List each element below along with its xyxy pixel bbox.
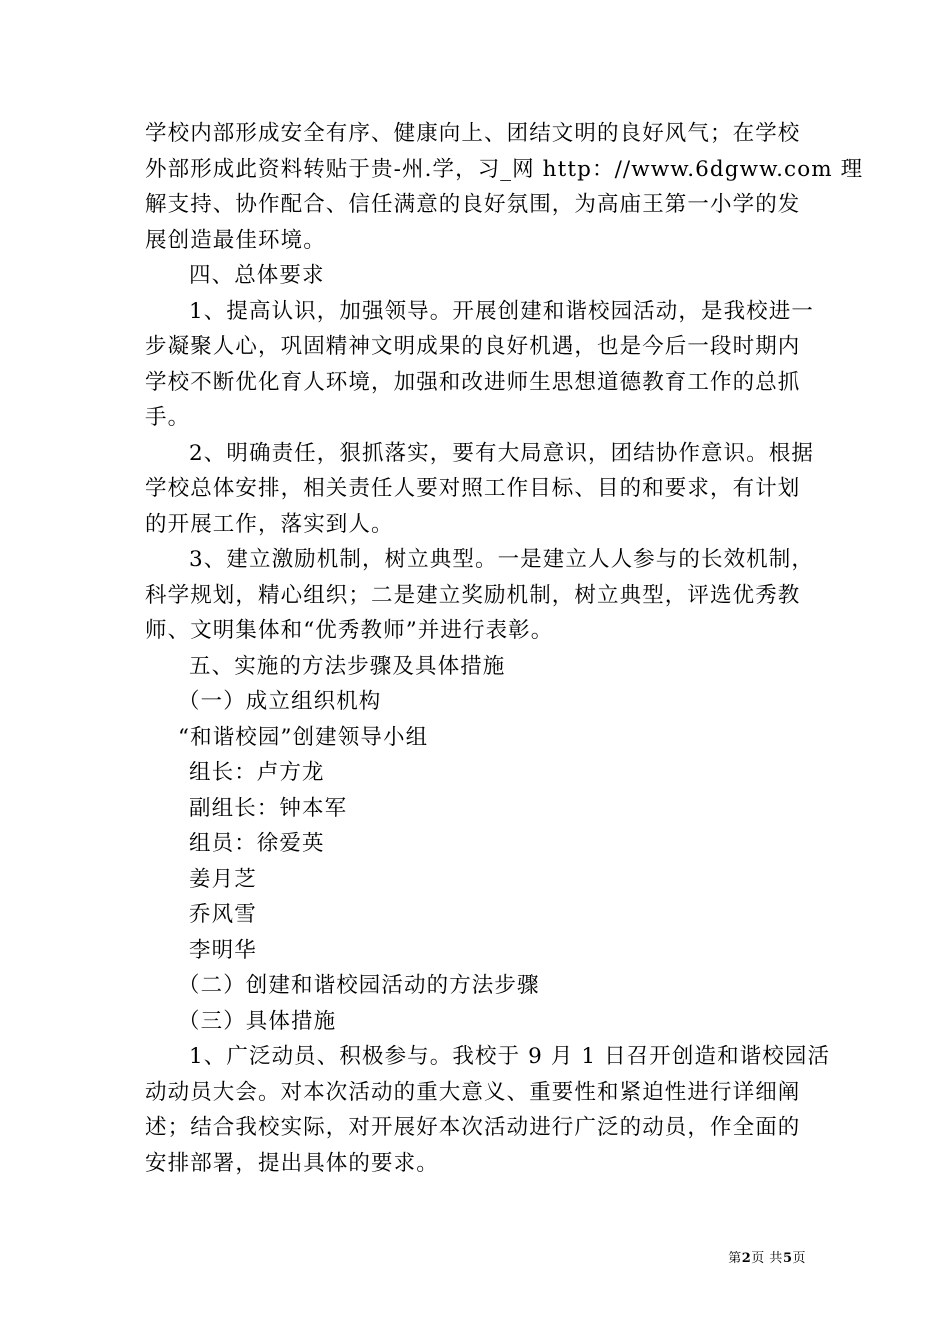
- text-line: [145, 649, 810, 685]
- text-line-content: 外部形成此资料转贴于贵-州.学，习_网 http：//www.6dgww.com 理: [145, 156, 864, 182]
- text-line: [145, 791, 810, 827]
- text-line: [145, 365, 810, 401]
- text-line-content: 李明华: [189, 937, 257, 963]
- text-line-content: （一）成立组织机构: [178, 689, 382, 714]
- text-line-content: 展创造最佳环境。: [145, 227, 326, 253]
- text-line-content: 1、广泛动员、积极参与。我校于 9 月 1 日召开创造和谐校园活: [189, 1044, 831, 1069]
- page-footer: [0, 1247, 806, 1266]
- text-line: [145, 223, 810, 259]
- text-line-content: （二）创建和谐校园活动的方法步骤: [178, 973, 540, 998]
- text-line-content: 3、建立激励机制，树立典型。一是建立人人参与的长效机制，: [189, 547, 814, 572]
- text-line-content: 学校总体安排，相关责任人要对照工作目标、目的和要求，有计划: [145, 476, 801, 501]
- text-line: [145, 720, 810, 756]
- text-line-content: 学校不断优化育人环境，加强和改进师生思想道德教育工作的总抓: [145, 369, 801, 395]
- current-page-number: 2: [741, 1251, 752, 1266]
- text-line-content: （三）具体措施: [178, 1008, 337, 1034]
- text-line: [145, 968, 810, 1004]
- text-line: [145, 1004, 810, 1040]
- text-line: [145, 436, 814, 472]
- total-pages-number: 5: [782, 1251, 793, 1266]
- text-line: [145, 1146, 810, 1182]
- text-line: [145, 1039, 831, 1075]
- footer-suffix: 页: [792, 1251, 806, 1266]
- text-line-content: 的开展工作，落实到人。: [145, 511, 394, 537]
- text-line-content: 姜月芝: [189, 866, 257, 892]
- text-line-content: “和谐校园”创建领导小组: [178, 724, 429, 750]
- text-line: [145, 400, 810, 436]
- text-line-content: 副组长：钟本军: [189, 795, 348, 821]
- text-line: [145, 152, 864, 188]
- text-line: [145, 862, 810, 898]
- text-line: [145, 755, 810, 791]
- text-line-content: 科学规划，精心组织；二是建立奖励机制，树立典型，评选优秀教: [145, 582, 801, 608]
- text-line: [145, 507, 810, 543]
- text-line: [145, 542, 814, 578]
- text-line-content: 述；结合我校实际，对开展好本次活动进行广泛的动员，作全面的: [145, 1115, 801, 1140]
- text-line-content: 四、总体要求: [189, 263, 325, 288]
- text-line-content: 师、文明集体和“优秀教师”并进行表彰。: [145, 618, 554, 643]
- text-line: [145, 897, 810, 933]
- text-line: [145, 826, 810, 862]
- text-line: [145, 187, 810, 223]
- text-line: [145, 116, 810, 152]
- text-line: [145, 684, 810, 720]
- text-line: [145, 329, 810, 365]
- text-line: [145, 1110, 810, 1146]
- text-line: [145, 294, 814, 330]
- text-line-content: 组长：卢方龙: [189, 760, 325, 785]
- footer-prefix: 第: [728, 1251, 742, 1266]
- text-line-content: 2、明确责任，狠抓落实，要有大局意识，团结协作意识。根据: [189, 440, 814, 466]
- text-line-content: 1、提高认识，加强领导。开展创建和谐校园活动，是我校进一: [189, 298, 814, 324]
- text-line-content: 组员：徐爱英: [189, 831, 325, 856]
- text-line-content: 动动员大会。对本次活动的重大意义、重要性和紧迫性进行详细阐: [145, 1079, 801, 1105]
- text-line-content: 乔风雪: [189, 902, 257, 927]
- text-line: [145, 1075, 810, 1111]
- document-body: [145, 116, 864, 1181]
- text-line: [145, 258, 810, 294]
- text-line-content: 学校内部形成安全有序、健康向上、团结文明的良好风气；在学校: [145, 121, 801, 146]
- text-line: [145, 578, 810, 614]
- text-line: [145, 613, 810, 649]
- text-line: [145, 933, 810, 969]
- text-line-content: 步凝聚人心，巩固精神文明成果的良好机遇，也是今后一段时期内: [145, 334, 801, 359]
- text-line: [145, 471, 810, 507]
- text-line-content: 五、实施的方法步骤及具体措施: [189, 653, 506, 679]
- footer-middle: 页 共: [751, 1251, 783, 1266]
- text-line-content: 解支持、协作配合、信任满意的良好氛围，为高庙王第一小学的发: [145, 192, 801, 217]
- text-line-content: 安排部署，提出具体的要求。: [145, 1150, 439, 1176]
- text-line-content: 手。: [145, 405, 191, 430]
